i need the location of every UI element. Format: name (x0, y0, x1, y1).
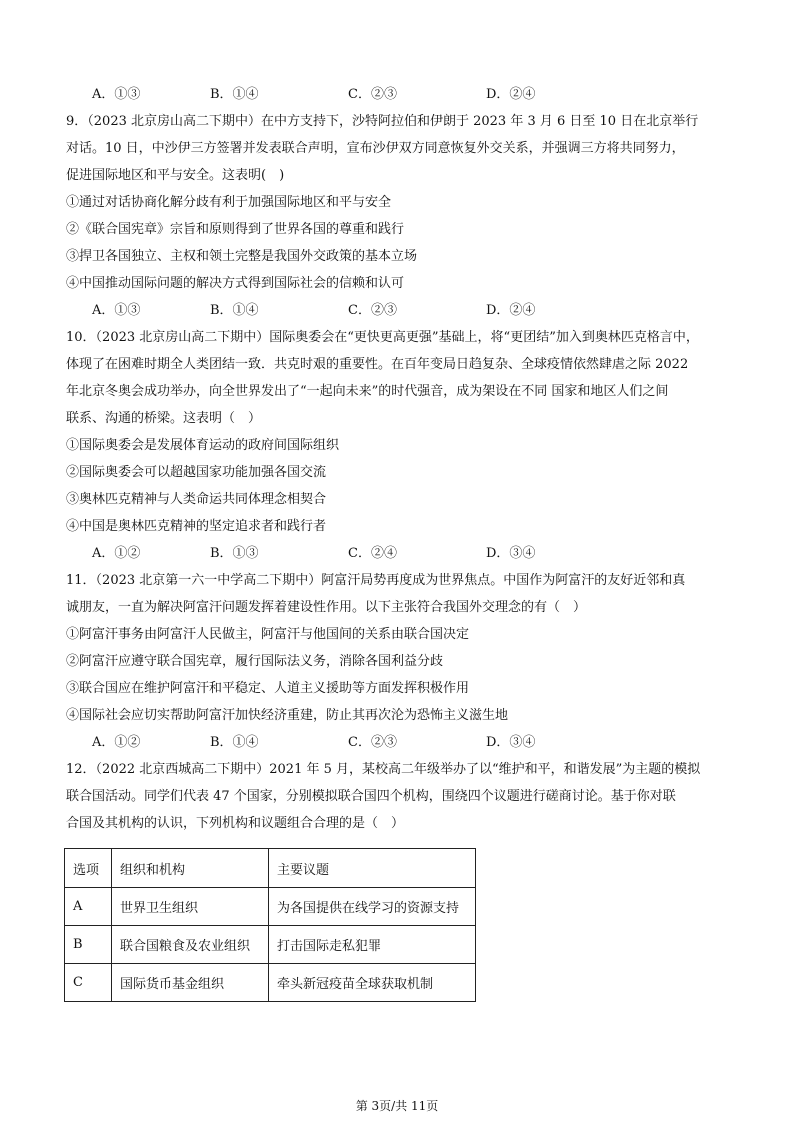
q11-option-b[interactable]: B．①④ (210, 735, 259, 750)
q9-option-c[interactable]: C．②③ (348, 303, 397, 318)
q9-stem-line-3: 促进国际地区和平与安全。这表明( ) (66, 168, 285, 183)
q9-options-row (92, 302, 732, 320)
top-options-row (92, 86, 732, 104)
q9-statement-3: ③捍卫各国独立、主权和领土完整是我国外交政策的基本立场 (66, 249, 418, 264)
table-cell: 牵头新冠疫苗全球获取机制 (269, 964, 476, 1002)
q9-option-a[interactable]: A．①③ (92, 303, 141, 318)
page-footer: 第 3页/共 11页 (355, 1099, 439, 1113)
q9-statement-2: ②《联合国宪章》宗旨和原则得到了世界各国的尊重和践行 (66, 222, 405, 237)
option-b[interactable]: B．①④ (210, 87, 259, 102)
table-row (65, 888, 476, 926)
q10-statement-4: ④中国是奥林匹克精神的坚定追求者和践行者 (66, 519, 327, 534)
table-header-cell: 选项 (65, 849, 112, 888)
option-c[interactable]: C．②③ (348, 87, 397, 102)
table-cell: 为各国提供在线学习的资源支持 (269, 888, 476, 926)
q11-statement-1: ①阿富汗事务由阿富汗人民做主，阿富汗与他国间的关系由联合国决定 (66, 627, 470, 642)
q12-stem-line-1: 12．（2022 北京西城高二下期中）2021 年 5 月，某校高二年级举办了以“维护和平，和谐发展”为主题的模拟 (66, 762, 701, 777)
q11-stem-line-1: 11．（2023 北京第一六一中学高二下期中）阿富汗局势再度成为世界焦点。中国作为阿富汗的友好近邻和真 (66, 573, 686, 588)
q9-stem-line-1: 9．（2023 北京房山高二下期中）在中方支持下，沙特阿拉伯和伊朗于 2023 年 3 月 6 日至 10 日在北京举行 (66, 114, 699, 129)
option-d[interactable]: D．②④ (486, 87, 536, 102)
q12-stem-line-2: 联合国活动。同学们代表 47 个国家，分别模拟联合国四个机构，围绕四个议题进行磋商讨论。基于你对联 (66, 789, 676, 804)
table-header-row (65, 849, 476, 888)
q10-stem-line-1: 10．（2023 北京房山高二下期中）国际奥委会在“更快更高更强”基础上，将“更团结”加入到奥林匹克格言中， (66, 330, 699, 345)
q10-statement-3: ③奥林匹克精神与人类命运共同体理念相契合 (66, 492, 327, 507)
q10-statement-1: ①国际奥委会是发展体育运动的政府间国际组织 (66, 438, 340, 453)
q11-option-d[interactable]: D．③④ (486, 735, 536, 750)
q9-statement-4: ④中国推动国际问题的解决方式得到国际社会的信赖和认可 (66, 276, 405, 291)
table-header-cell: 组织和机构 (112, 849, 269, 888)
table-row (65, 926, 476, 964)
q11-statement-2: ②阿富汗应遵守联合国宪章，履行国际法义务，消除各国利益分歧 (66, 654, 444, 669)
q9-statement-1: ①通过对话协商化解分歧有利于加强国际地区和平与安全 (66, 195, 392, 210)
q10-option-a[interactable]: A．①② (92, 546, 141, 561)
table-cell: A (65, 888, 112, 926)
table-cell: B (65, 926, 112, 964)
q11-statement-4: ④国际社会应切实帮助阿富汗加快经济重建，防止其再次沦为恐怖主义滋生地 (66, 708, 509, 723)
q11-stem-line-2: 诚朋友，一直为解决阿富汗问题发挥着建设性作用。以下主张符合我国外交理念的有（ ） (66, 600, 587, 615)
q9-option-d[interactable]: D．②④ (486, 303, 536, 318)
table-header-cell: 主要议题 (269, 849, 476, 888)
q12-options-table (64, 848, 476, 1002)
q10-stem-line-3: 年北京冬奥会成功举办，向全世界发出了“一起向未来”的时代强音，成为架设在不同 国家和地区人们之间 (66, 384, 669, 399)
q10-statement-2: ②国际奥委会可以超越国家功能加强各国交流 (66, 465, 327, 480)
table-cell: C (65, 964, 112, 1002)
table-row (65, 964, 476, 1002)
q11-options-row (92, 734, 732, 752)
q10-option-c[interactable]: C．②④ (348, 546, 397, 561)
q10-stem-line-2: 体现了在困难时期全人类团结一致．共克时艰的重要性。在百年变局日趋复杂、全球疫情依然肆虐之际 2022 (66, 357, 689, 372)
q11-option-a[interactable]: A．①② (92, 735, 141, 750)
q9-stem-line-2: 对话。10 日，中沙伊三方签署并发表联合声明，宣布沙伊双方同意恢复外交关系，并强调三方将共同努力， (66, 141, 685, 156)
table-cell: 打击国际走私犯罪 (269, 926, 476, 964)
table-cell: 世界卫生组织 (112, 888, 269, 926)
q9-option-b[interactable]: B．①④ (210, 303, 259, 318)
q12-stem-line-3: 合国及其机构的认识，下列机构和议题组合合理的是（ ） (66, 816, 405, 831)
table-cell: 联合国粮食及农业组织 (112, 926, 269, 964)
q10-stem-line-4: 联系、沟通的桥梁。这表明（ ） (66, 411, 262, 426)
q11-option-c[interactable]: C．②③ (348, 735, 397, 750)
q10-option-d[interactable]: D．③④ (486, 546, 536, 561)
option-a[interactable]: A．①③ (92, 87, 141, 102)
q11-statement-3: ③联合国应在维护阿富汗和平稳定、人道主义援助等方面发挥积极作用 (66, 681, 470, 696)
table-cell: 国际货币基金组织 (112, 964, 269, 1002)
q10-options-row (92, 545, 732, 563)
q10-option-b[interactable]: B．①③ (210, 546, 259, 561)
